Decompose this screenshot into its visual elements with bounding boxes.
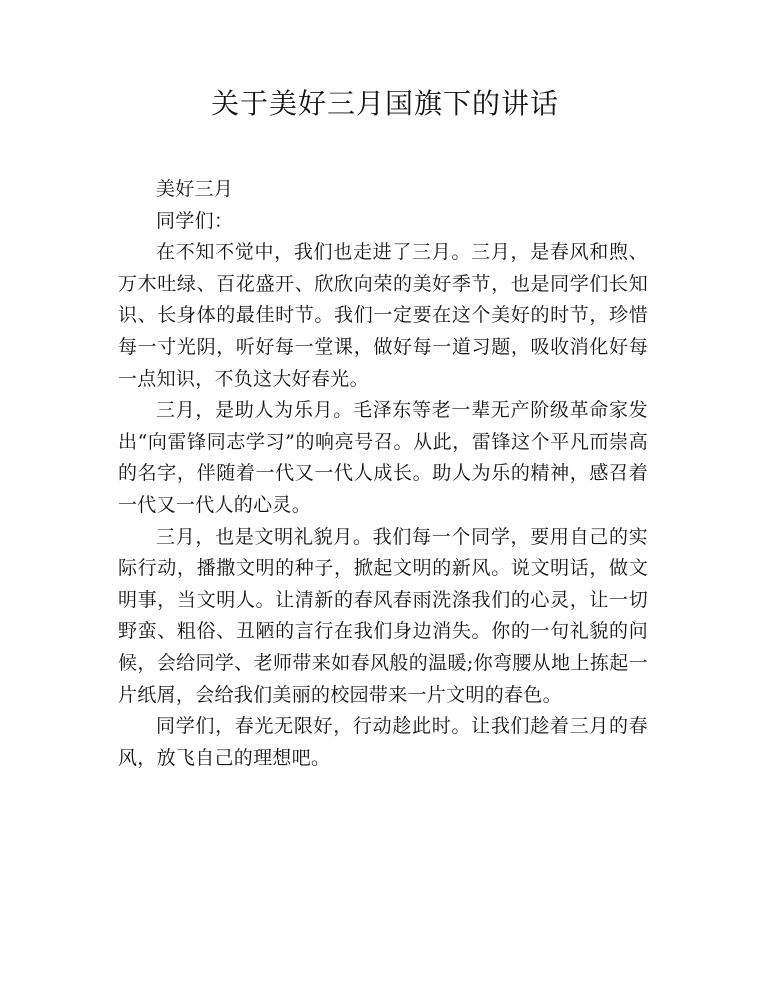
paragraph-heading: 美好三月 <box>156 178 234 200</box>
paragraph-2: 三月，是助人为乐月。毛泽东等老一辈无产阶级革命家发出“向雷锋同志学习”的响亮号召。从此，雷锋这个平凡而崇高的名字，伴随着一代又一代人成长。助人为乐的精神，感召着一代又一代人的心灵。 <box>118 399 648 516</box>
paragraph-3: 三月，也是文明礼貌月。我们每一个同学，要用自己的实际行动，播撒文明的种子，掀起文明的新风。说文明话，做文明事，当文明人。让清新的春风春雨洗涤我们的心灵，让一切野蛮、粗俗、丑陋的言行在我们身边消失。你的一句礼貌的问候，会给同学、老师带来如春风般的温暖;你弯腰从地上拣起一片纸屑，会给我们美丽的校园带来一片文明的春色。 <box>118 525 648 706</box>
document-body <box>118 174 648 774</box>
document-title: 关于美好三月国旗下的讲话 <box>210 87 559 120</box>
paragraph-4: 同学们，春光无限好，行动趁此时。让我们趁着三月的春风，放飞自己的理想吧。 <box>118 715 648 769</box>
paragraph-salutation: 同学们： <box>156 209 234 232</box>
paragraph-1: 在不知不觉中，我们也走进了三月。三月，是春风和煦、万木吐绿、百花盛开、欣欣向荣的美好季节，也是同学们长知识、长身体的最佳时节。我们一定要在这个美好的时节，珍惜每一寸光阴，听好每一堂课，做好每一道习题，吸收消化好每一点知识，不负这大好春光。 <box>118 241 648 390</box>
